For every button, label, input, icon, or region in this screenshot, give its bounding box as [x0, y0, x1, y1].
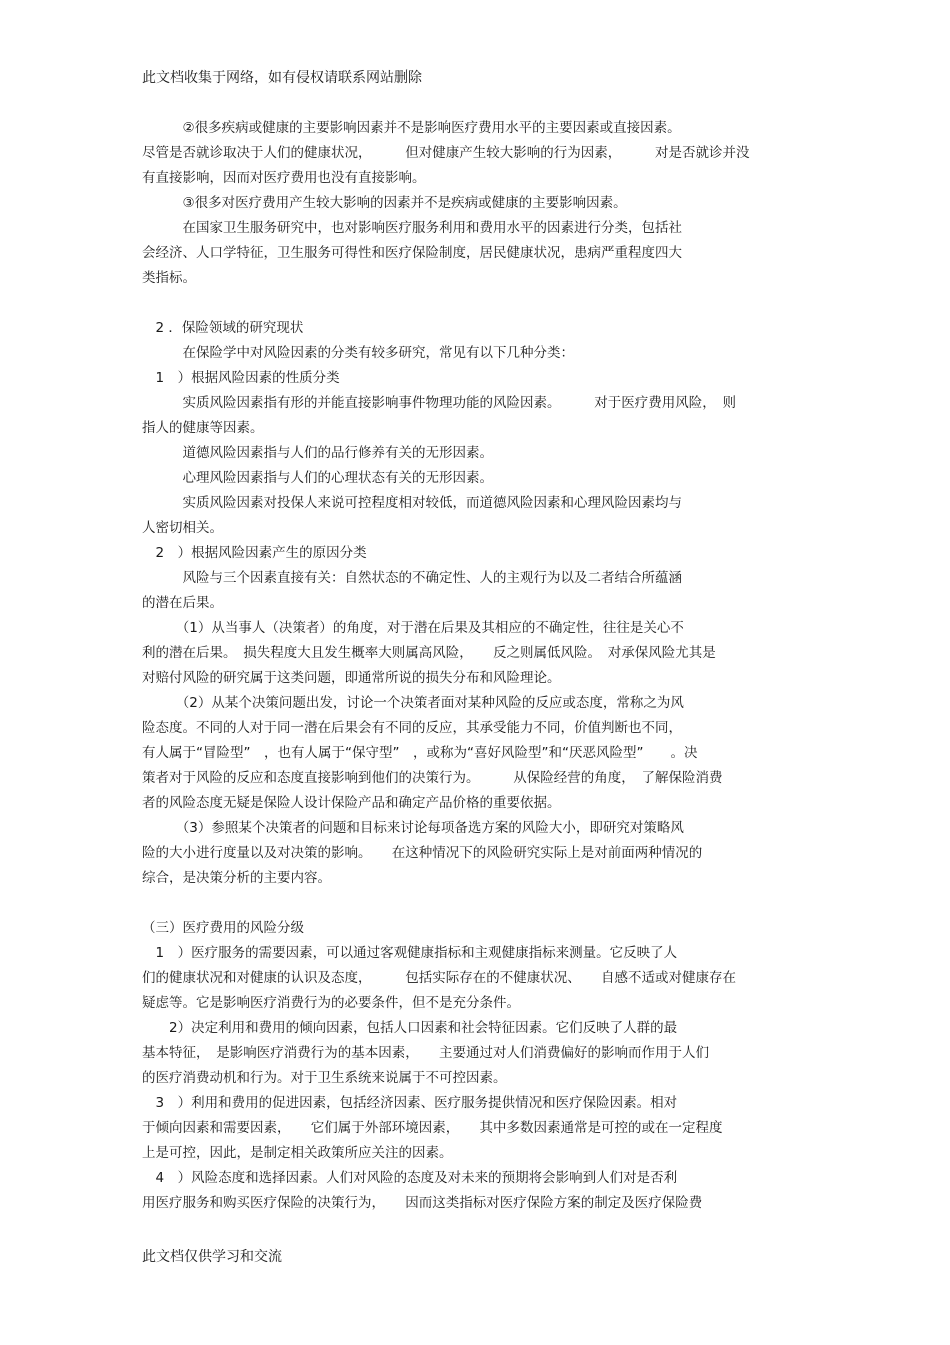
- text-line: （2）从某个决策问题出发，讨论一个决策者面对某种风险的反应或态度，常称之为风: [142, 695, 684, 711]
- text-line: （1）从当事人（决策者）的角度，对于潜在后果及其相应的不确定性，往往是关心不: [142, 620, 684, 636]
- text-line: 者的风险态度无疑是保险人设计保险产品和确定产品价格的重要依据。: [142, 795, 561, 811]
- text-line: 人密切相关。: [142, 520, 223, 536]
- text-line: 心理风险因素指与人们的心理状态有关的无形因素。: [142, 470, 493, 486]
- text-line: 用医疗服务和购买医疗保险的决策行为， 因而这类指标对医疗保险方案的制定及医疗保险费: [142, 1195, 703, 1211]
- text-line: 们的健康状况和对健康的认识及态度， 包括实际存在的不健康状况、 自感不适或对健康存在: [142, 970, 736, 986]
- text-line: ③很多对医疗费用产生较大影响的因素并不是疾病或健康的主要影响因素。: [142, 195, 627, 211]
- text-line: 风险与三个因素直接有关：自然状态的不确定性、人的主观行为以及二者结合所蕴涵: [142, 570, 682, 586]
- text-line: 的医疗消费动机和行为。对于卫生系统来说属于不可控因素。: [142, 1070, 507, 1086]
- text-line: 道德风险因素指与人们的品行修养有关的无形因素。: [142, 445, 493, 461]
- text-line: 基本特征， 是影响医疗消费行为的基本因素， 主要通过对人们消费偏好的影响而作用于人们: [142, 1045, 709, 1061]
- section-heading: （三）医疗费用的风险分级: [142, 920, 304, 936]
- text-line: ②很多疾病或健康的主要影响因素并不是影响医疗费用水平的主要因素或直接因素。: [142, 120, 681, 136]
- text-line: 会经济、人口学特征，卫生服务可得性和医疗保险制度，居民健康状况，患病严重程度四大: [142, 245, 682, 261]
- page-header: 此文档收集于网络，如有侵权请联系网站删除: [142, 70, 422, 86]
- text-line: 疑虑等。它是影响医疗消费行为的必要条件，但不是充分条件。: [142, 995, 520, 1011]
- text-line: 在国家卫生服务研究中，也对影响医疗服务利用和费用水平的因素进行分类，包括社: [142, 220, 682, 236]
- text-line: 利的潜在后果。 损失程度大且发生概率大则属高风险， 反之则属低风险。 对承保风险尤其是: [142, 645, 716, 661]
- text-line: 指人的健康等因素。: [142, 420, 264, 436]
- text-line: 4 ）风险态度和选择因素。人们对风险的态度及对未来的预期将会影响到人们对是否利: [142, 1170, 678, 1186]
- page-footer: 此文档仅供学习和交流: [142, 1249, 282, 1265]
- text-line: 的潜在后果。: [142, 595, 223, 611]
- text-line: 1 ）根据风险因素的性质分类: [142, 370, 340, 386]
- text-line: 综合，是决策分析的主要内容。: [142, 870, 331, 886]
- text-line: 3 ）利用和费用的促进因素，包括经济因素、医疗服务提供情况和医疗保险因素。相对: [142, 1095, 678, 1111]
- text-line: 类指标。: [142, 270, 196, 286]
- text-line: 险态度。不同的人对于同一潜在后果会有不同的反应，其承受能力不同，价值判断也不同，: [142, 720, 682, 736]
- text-line: 上是可控，因此，是制定相关政策所应关注的因素。: [142, 1145, 453, 1161]
- section-heading: 2 ．保险领域的研究现状: [142, 320, 304, 336]
- text-line: 1 ）医疗服务的需要因素，可以通过客观健康指标和主观健康指标来测量。它反映了人: [142, 945, 678, 961]
- text-line: 实质风险因素指有形的并能直接影响事件物理功能的风险因素。 对于医疗费用风险， 则: [142, 395, 736, 411]
- text-line: 有人属于“冒险型” ，也有人属于“保守型” ，或称为“喜好风险型”和“厌恶风险型” 。决: [142, 745, 698, 761]
- text-line: 实质风险因素对投保人来说可控程度相对较低，而道德风险因素和心理风险因素均与: [142, 495, 682, 511]
- text-line: 2）决定利用和费用的倾向因素，包括人口因素和社会特征因素。它们反映了人群的最: [142, 1020, 678, 1036]
- text-line: （3）参照某个决策者的问题和目标来讨论每项备选方案的风险大小，即研究对策略风: [142, 820, 684, 836]
- text-line: 策者对于风险的反应和态度直接影响到他们的决策行为。 从保险经营的角度， 了解保险消费: [142, 770, 723, 786]
- text-line: 2 ）根据风险因素产生的原因分类: [142, 545, 367, 561]
- text-line: 有直接影响，因而对医疗费用也没有直接影响。: [142, 170, 426, 186]
- text-line: 对赔付风险的研究属于这类问题，即通常所说的损失分布和风险理论。: [142, 670, 561, 686]
- text-line: 于倾向因素和需要因素， 它们属于外部环境因素， 其中多数因素通常是可控的或在一定程度: [142, 1120, 723, 1136]
- text-line: 在保险学中对风险因素的分类有较多研究，常见有以下几种分类：: [142, 345, 574, 361]
- text-line: 尽管是否就诊取决于人们的健康状况， 但对健康产生较大影响的行为因素， 对是否就诊并没: [142, 145, 750, 161]
- text-line: 险的大小进行度量以及对决策的影响。 在这种情况下的风险研究实际上是对前面两种情况的: [142, 845, 703, 861]
